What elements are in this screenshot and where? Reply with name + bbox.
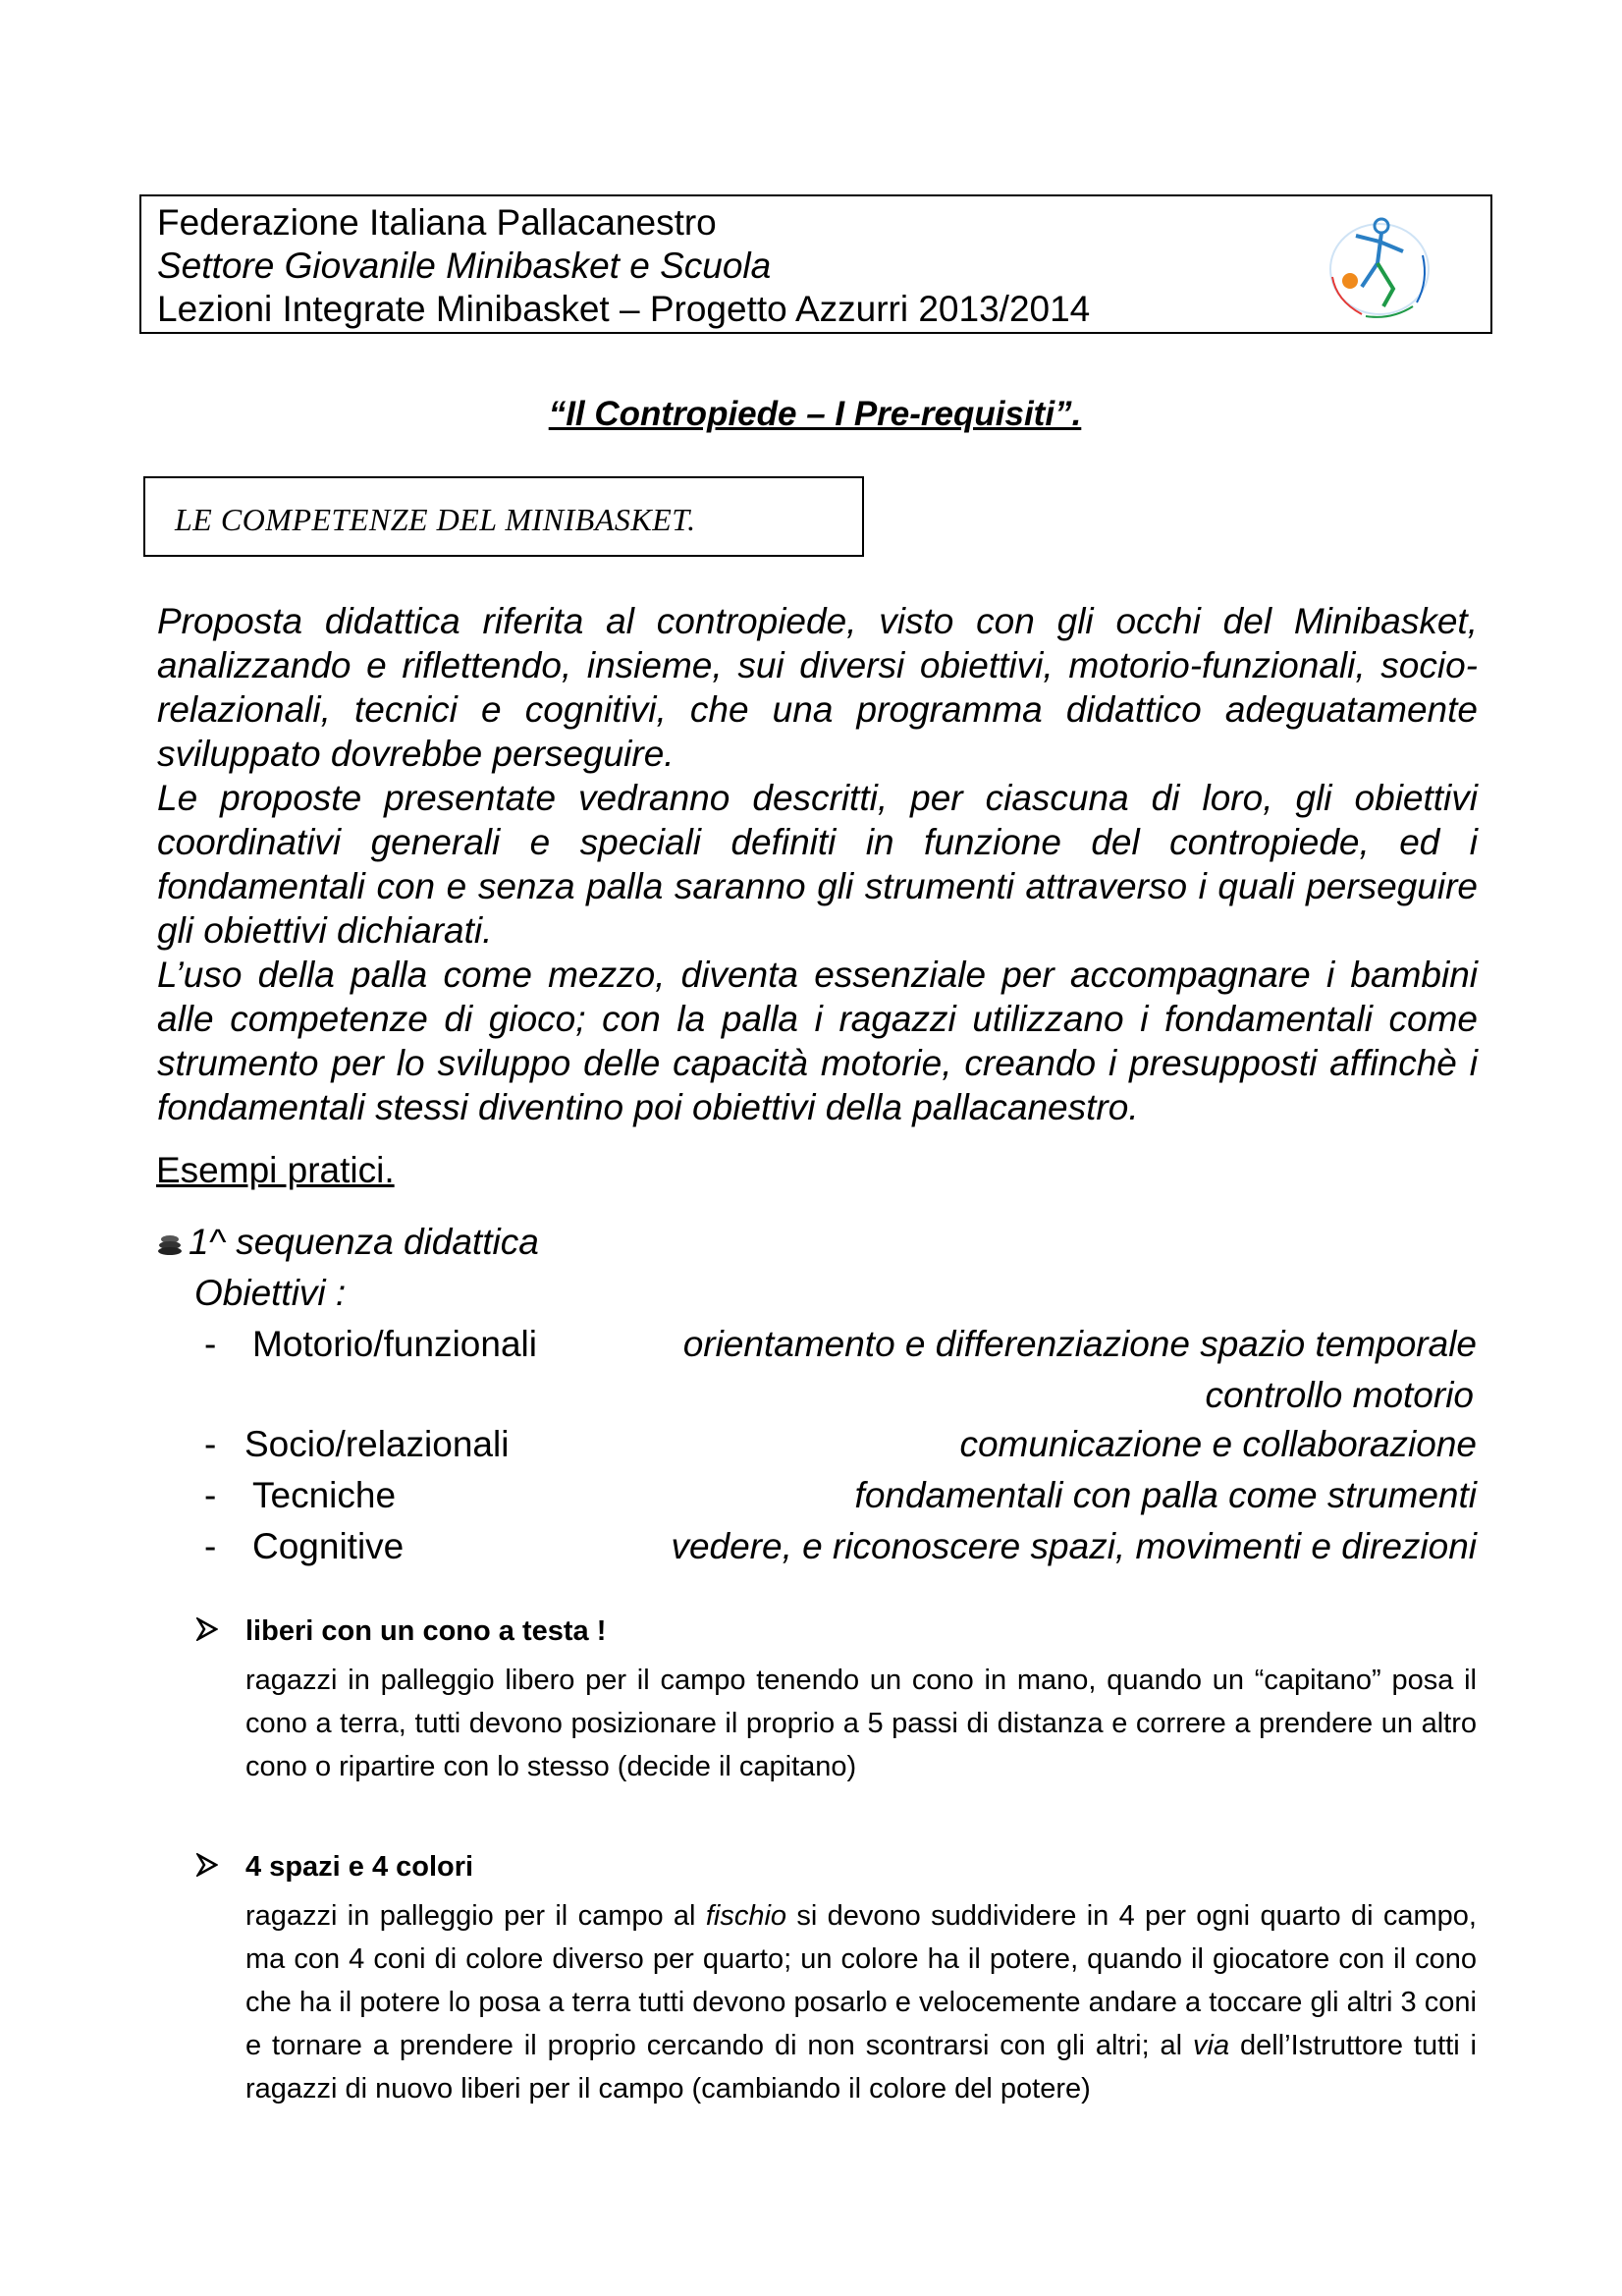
- objective-dash: -: [204, 1324, 217, 1364]
- objective-dash: -: [204, 1424, 217, 1464]
- objective-row: [0, 1375, 1622, 1420]
- activity-description: ragazzi in palleggio per il campo al fischio si devono suddividere in 4 per ogni quarto di campo, ma con 4 coni di colore diverso per quarto; un colore ha il potere, quando il giocatore con il cono che ha il potere lo posa a terra tutti devono posarlo e velocemente andare a toccare gli altri 3 coni e tornare a prendere il proprio cercando di non scontrarsi con gli altri; al via dell’Istruttore tutti i ragazzi di nuovo liberi per il campo (cambiando il colore del potere): [245, 1900, 1477, 2105]
- objectives-label: Obiettivi :: [194, 1273, 347, 1313]
- sector-name: Settore Giovanile Minibasket e Scuola: [157, 246, 772, 286]
- objective-value: comunicazione e collaborazione: [959, 1424, 1477, 1464]
- header-box: [139, 194, 1492, 334]
- objective-row: [0, 1324, 1622, 1369]
- activity-title: liberi con un cono a testa !: [245, 1615, 607, 1647]
- activity-item: [196, 1615, 1483, 1831]
- objective-value: fondamentali con palla come strumenti: [854, 1475, 1477, 1515]
- objective-name: Socio/relazionali: [244, 1424, 510, 1464]
- arrow-bullet-icon: [196, 1617, 218, 1641]
- objective-row: [0, 1424, 1622, 1469]
- objective-value: orientamento e differenziazione spazio temporale: [682, 1324, 1477, 1364]
- activity-title: 4 spazi e 4 colori: [245, 1851, 474, 1883]
- competenze-box: [143, 476, 864, 557]
- objective-row: [0, 1475, 1622, 1520]
- objective-dash: -: [204, 1526, 217, 1566]
- objective-value: vedere, e riconoscere spazi, movimenti e direzioni: [671, 1526, 1477, 1566]
- arrow-bullet-icon: [196, 1853, 218, 1877]
- intro-text: [157, 599, 1478, 1129]
- objective-name: Tecniche: [252, 1475, 397, 1515]
- intro-paragraph: Proposta didattica riferita al contropiede, visto con gli occhi del Minibasket, analizzando e riflettendo, insieme, sui diversi obiettivi, motorio-funzionali, socio-relazionali, tecnici e cognitivi, che una programma didattico adeguatamente sviluppato dovrebbe perseguire.: [157, 601, 1478, 774]
- intro-paragraph: L’uso della palla come mezzo, diventa essenziale per accompagnare i bambini alle competenze di gioco; con la palla i ragazzi utilizzano i fondamentali come strumento per lo sviluppo delle capacità motorie, creando i presupposti affinchè i fondamentali stessi diventino poi obiettivi della pallacanestro.: [157, 955, 1478, 1127]
- objective-name: Motorio/funzionali: [252, 1324, 537, 1364]
- federation-name: Federazione Italiana Pallacanestro: [157, 202, 717, 243]
- activity-description: ragazzi in palleggio libero per il campo tenendo un cono in mano, quando un “capitano” posa il cono a terra, tutti devono posizionare il proprio a 5 passi di distanza e correre a prendere un altro cono o ripartire con lo stesso (decide il capitano): [245, 1665, 1477, 1782]
- objective-row: [0, 1526, 1622, 1571]
- objective-dash: -: [204, 1475, 217, 1515]
- activity-item: [196, 1851, 1483, 2175]
- minibasket-logo-icon: [1323, 212, 1436, 322]
- intro-paragraph: Le proposte presentate vedranno descritti, per ciascuna di loro, gli obiettivi coordinativi generali e speciali definiti in funzione del contropiede, ed i fondamentali con e senza palla saranno gli strumenti attraverso i quali perseguire gli obiettivi dichiarati.: [157, 778, 1478, 951]
- objective-value: controllo motorio: [1205, 1375, 1474, 1415]
- competenze-label: LE COMPETENZE DEL MINIBASKET.: [175, 502, 696, 537]
- sequence-title: 1^ sequenza didattica: [157, 1222, 539, 1263]
- document-title: “Il Contropiede – I Pre-requisiti”.: [548, 395, 1082, 433]
- program-name: Lezioni Integrate Minibasket – Progetto Azzurri 2013/2014: [157, 289, 1091, 329]
- examples-heading: Esempi pratici.: [156, 1150, 395, 1190]
- stacked-disc-bullet-icon: [157, 1234, 183, 1256]
- objective-name: Cognitive: [252, 1526, 405, 1566]
